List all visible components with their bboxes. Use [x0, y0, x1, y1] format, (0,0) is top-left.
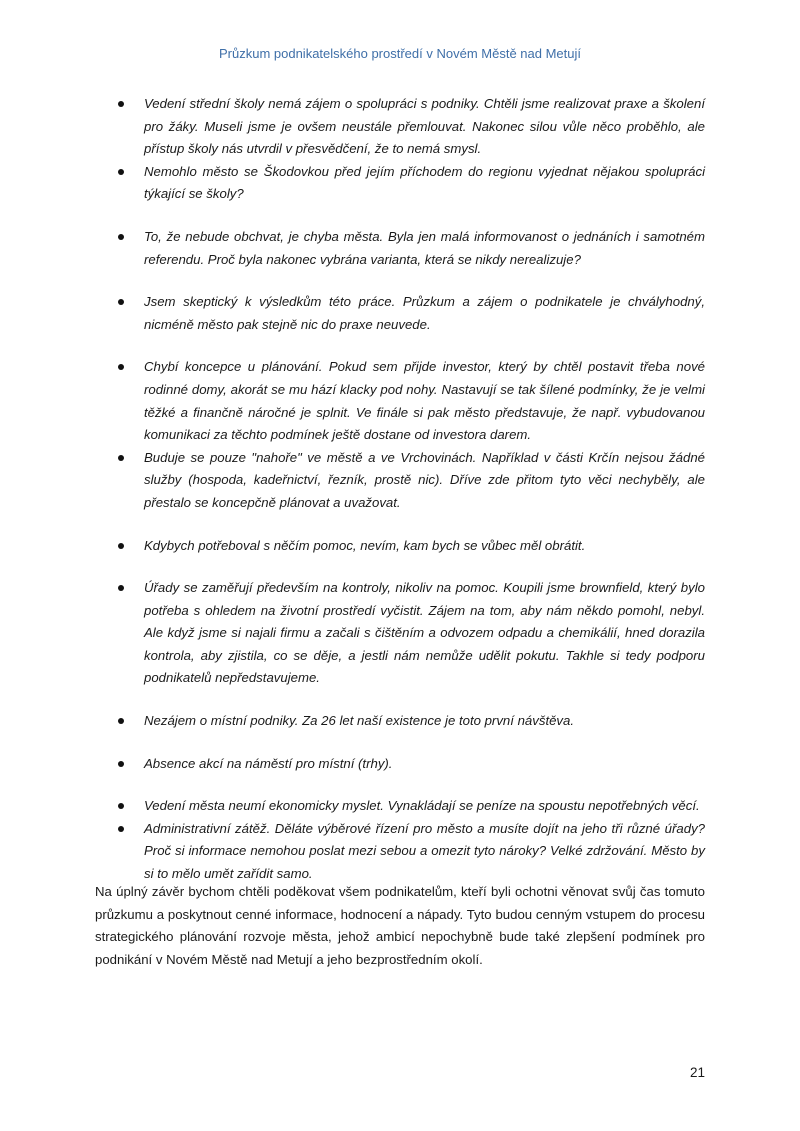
- list-item: [118, 447, 705, 515]
- list-item: [118, 535, 705, 558]
- bullet-icon: [118, 761, 124, 767]
- bullet-icon: [118, 585, 124, 591]
- list-item-text: Buduje se pouze "nahoře" ve městě a ve Vrchovinách. Například v části Krčín nejsou žádné služby (hospoda, kadeřnictví, řezník, prostě nic). Dříve zde přitom tyto věci nechyběly, ale přestalo se koncepčně plánovat a uvažovat.: [144, 449, 705, 510]
- list-item: [118, 818, 705, 886]
- list-item: [118, 226, 705, 271]
- list-item: [118, 93, 705, 161]
- list-item: [118, 795, 705, 818]
- bullet-icon: [118, 543, 124, 549]
- closing-paragraph: Na úplný závěr bychom chtěli poděkovat všem podnikatelům, kteří byli ochotni věnovat svůj čas tomuto průzkumu a poskytnout cenné informace, hodnocení a nápady. Tyto budou cenným vstupem do procesu strategického plánování rozvoje města, jehož ambicí nepochybně bude také zlepšení podmínek pro podnikání v Novém Městě nad Metují a jeho bezprostředním okolí.: [95, 884, 705, 967]
- running-header: Průzkum podnikatelského prostředí v Novém Městě nad Metují: [218, 46, 581, 61]
- list-item: [118, 577, 705, 690]
- list-item-text: Vedení města neumí ekonomicky myslet. Vynakládají se peníze na spoustu nepotřebných věcí.: [144, 798, 700, 814]
- list-item-text: Jsem skeptický k výsledkům této práce. Průzkum a zájem o podnikatele je chvályhodný, nicméně město pak stejně nic do praxe neuvede.: [144, 294, 705, 332]
- bullet-icon: [118, 718, 124, 724]
- list-item-text: Absence akcí na náměstí pro místní (trhy).: [144, 755, 393, 771]
- bullet-icon: [118, 364, 124, 370]
- list-item: [118, 356, 705, 446]
- bullet-icon: [118, 299, 124, 305]
- bullet-icon: [118, 234, 124, 240]
- list-item: [118, 161, 705, 206]
- list-item-text: Nezájem o místní podniky. Za 26 let naší existence je toto první návštěva.: [144, 713, 575, 729]
- list-item-text: Úřady se zaměřují především na kontroly, nikoliv na pomoc. Koupili jsme brownfield, který bylo potřeba s ohledem na životní prostředí vyčistit. Zájem na tom, aby nám někdo pomohl, nebyl. Ale když jsme si najali firmu a začali s čištěním a odvozem odpadu a chemikálií, hned dorazila kontrola, aby zjistila, co se děje, a jestli nám nemůže udělit pokutu. Takhle si tedy podporu podnikatelů nepředstavujeme.: [144, 580, 705, 686]
- list-item: [118, 753, 705, 776]
- bullet-icon: [118, 455, 124, 461]
- bullet-icon: [118, 169, 124, 175]
- bullet-icon: [118, 803, 124, 809]
- list-item-text: To, že nebude obchvat, je chyba města. Byla jen malá informovanost o jednáních i samotném referendu. Proč byla nakonec vybrána varianta, která se nikdy nerealizuje?: [144, 228, 705, 267]
- list-item-text: Chybí koncepce u plánování. Pokud sem přijde investor, který by chtěl postavit třeba nové rodinné domy, akorát se mu hází klacky pod nohy. Nastavují se tak šílené podmínky, že je velmi těžké a finančně náročné je splnit. Ve finále si pak město představuje, že např. vybudovanou komunikaci za těchto podmínek ještě dostane od investora darem.: [144, 359, 705, 443]
- list-item-text: Administrativní zátěž. Děláte výběrové řízení pro město a musíte dojít na jeho tři různé úřady? Proč si informace nemohou poslat mezi sebou a omezit tyto nároky? Velké zdržování. Město by si to mělo umět zařídit samo.: [144, 820, 705, 882]
- list-item-text: Vedení střední školy nemá zájem o spolupráci s podniky. Chtěli jsme realizovat praxe a školení pro žáky. Museli jsme je ovšem neustále přemlouvat. Nakonec silou vůle něco proběhlo, ale přístup školy nás utvrdil v přesvědčení, že to nemá smysl.: [144, 96, 705, 157]
- bullet-icon: [118, 826, 124, 832]
- page-number: 21: [689, 1065, 705, 1080]
- list-item-text: Nemohlo město se Škodovkou před jejím příchodem do regionu vyjednat nějakou spolupráci týkající se školy?: [144, 163, 705, 202]
- feedback-list: [118, 93, 705, 886]
- list-item-text: Kdybych potřeboval s něčím pomoc, nevím, kam bych se vůbec měl obrátit.: [144, 537, 586, 553]
- list-item: [118, 291, 705, 336]
- bullet-icon: [118, 101, 124, 107]
- list-item: [118, 710, 705, 733]
